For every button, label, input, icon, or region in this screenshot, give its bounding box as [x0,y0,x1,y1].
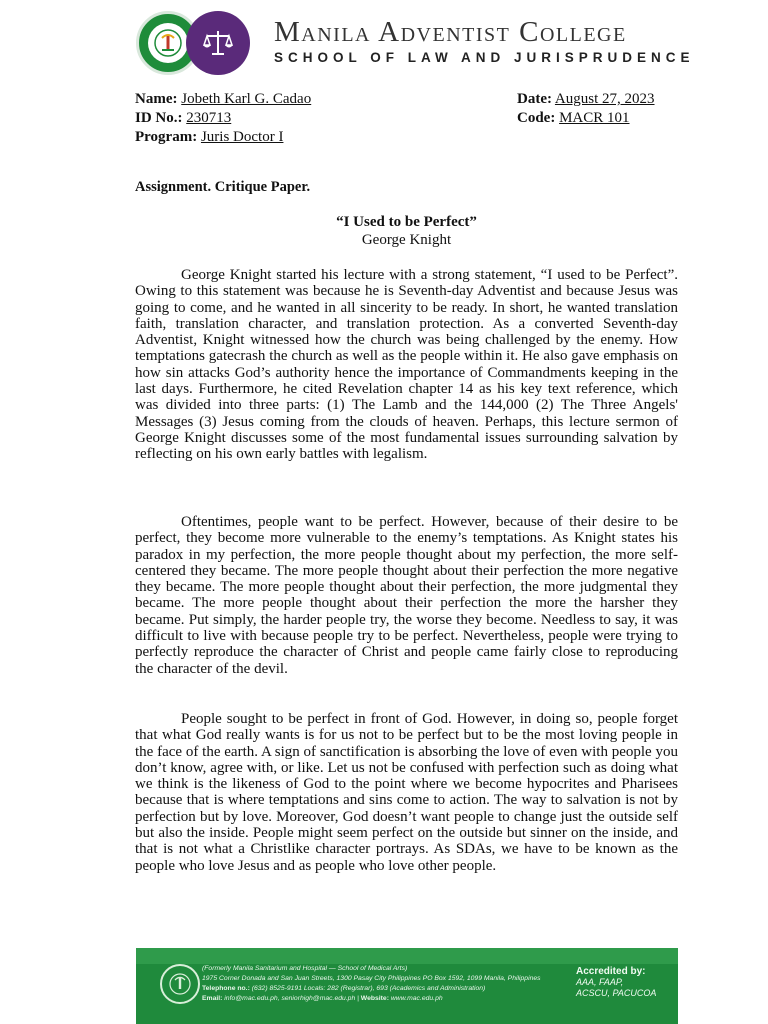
institution-name: Manila Adventist College [274,16,627,48]
body-paragraph-3: People sought to be perfect in front of God. However, in doing so, people forget that what God really wants is for us not to be perfect but to be the most loving people in the face of the earth. A sign of sanctification is absorbing the love of even with people you don’t know, agree with, or like. Let us not be confused with perfection such as doing what we think is the likeness of God to the point where we become hypocrites and Pharisees because that is where temptations and sins come to action. The way to salvation is not by perfection but by love. Moreover, God doesn’t want people to change just the outside self but also the inside. People might seem perfect on the outside but sinner on the inside, and that is not what a Christlike character portrays. As SDAs, we have to be known as the people who love Jesus and as people who love other people. [135,711,678,874]
program-label: Program: [135,129,198,145]
id-label: ID No.: [135,110,183,126]
code-row [517,109,655,128]
footer-seal-icon [160,964,200,1004]
code-value: MACR 101 [559,110,630,126]
letterhead [136,8,696,72]
date-value: August 27, 2023 [554,91,655,107]
body-paragraph-2: Oftentimes, people want to be perfect. However, because of their desire to be perfect, they become more vulnerable to the enemy’s temptations. As Knight states his paradox in my perfection, the more people thought about my perfection, the more self-centered they became. The more people thought about their perfection the more negative they became. The more people thought about their perfection, the more judgmental they became. The more people thought about their perfection the more the harsher they became. Put simply, the harder people try, the worse they become. Needless to say, it was difficult to live with because people try to be perfect. Nevertheless, people were trying to perfectly reproduce the character of Christ and people came fairly close to reproducing the character of the devil. [135,514,678,677]
footer-contact [202,964,541,1004]
email-value: info@mac.edu.ph, seniorhigh@mac.edu.ph [224,995,356,1002]
paper-title: “I Used to be Perfect” [336,214,477,230]
law-scales-icon [186,11,250,75]
id-row [135,109,311,128]
code-label: Code: [517,110,556,126]
footer-line-3 [202,984,541,994]
footer-band [136,948,678,964]
name-value: Jobeth Karl G. Cadao [181,91,312,107]
program-value: Juris Doctor I [200,129,284,145]
date-label: Date: [517,91,552,107]
telephone-label: Telephone no.: [202,985,250,992]
footer-line-1: (Formerly Manila Sanitarium and Hospital — School of Medical Arts) [202,965,408,972]
student-info [135,90,311,147]
telephone-value: (632) 8525-9191 Locals: 282 (Registrar), 693 (Academics and Administration) [251,985,486,992]
body-paragraph-1: George Knight started his lecture with a strong statement, “I used to be Perfect”. Owing to this statement was because he is Seventh-day Adventist and because Jesus was going to come, and he wanted in all sincerity to be ready. In short, he wanted translation faith, translation character, and translation protection. As a converted Seventh-day Adventist, Knight witnessed how the church was being challenged by the enemy. How temptations gatecrash the church as well as the people within it. He also gave emphasis on how sin attacks God’s authority hence the importance of Commandments keeping in the last days. Furthermore, he cited Revelation chapter 14 as his key text reference, which was divided into three parts: (1) The Lamb and the 144,000 (2) The Three Angels' Messages (3) Jesus coming from the clouds of heaven. Perhaps, this lecture sermon of George Knight discusses some of the most fundamental issues surrounding salvation by reflecting on his own early battles with legalism. [135,267,678,463]
email-label: Email: [202,995,223,1002]
accreditation [576,966,656,999]
letterhead-footer [136,948,678,1024]
name-row [135,90,311,109]
accredited-line-1: AAA, FAAP, [576,977,624,987]
name-label: Name: [135,91,178,107]
course-info [517,90,655,128]
footer-line-2: 1975 Corner Donada and San Juan Streets, 1300 Pasay City Philippines PO Box 1592, 1099 Manila, Philippines [202,975,541,982]
footer-line-4: Email: info@mac.edu.ph, seniorhigh@mac.edu.ph | Website: www.mac.edu.ph [202,995,443,1002]
assignment-heading: Assignment. Critique Paper. [135,179,311,195]
id-value: 230713 [186,110,232,126]
school-name: SCHOOL OF LAW AND JURISPRUDENCE [274,50,695,65]
paper-author: George Knight [361,232,452,248]
program-row [135,128,311,147]
website-label: Website: [360,995,389,1002]
accredited-line-2: ACSCU, PACUCOA [576,988,657,998]
website-value: www.mac.edu.ph [390,995,443,1002]
accredited-title: Accredited by: [576,966,646,977]
date-row [517,90,655,109]
